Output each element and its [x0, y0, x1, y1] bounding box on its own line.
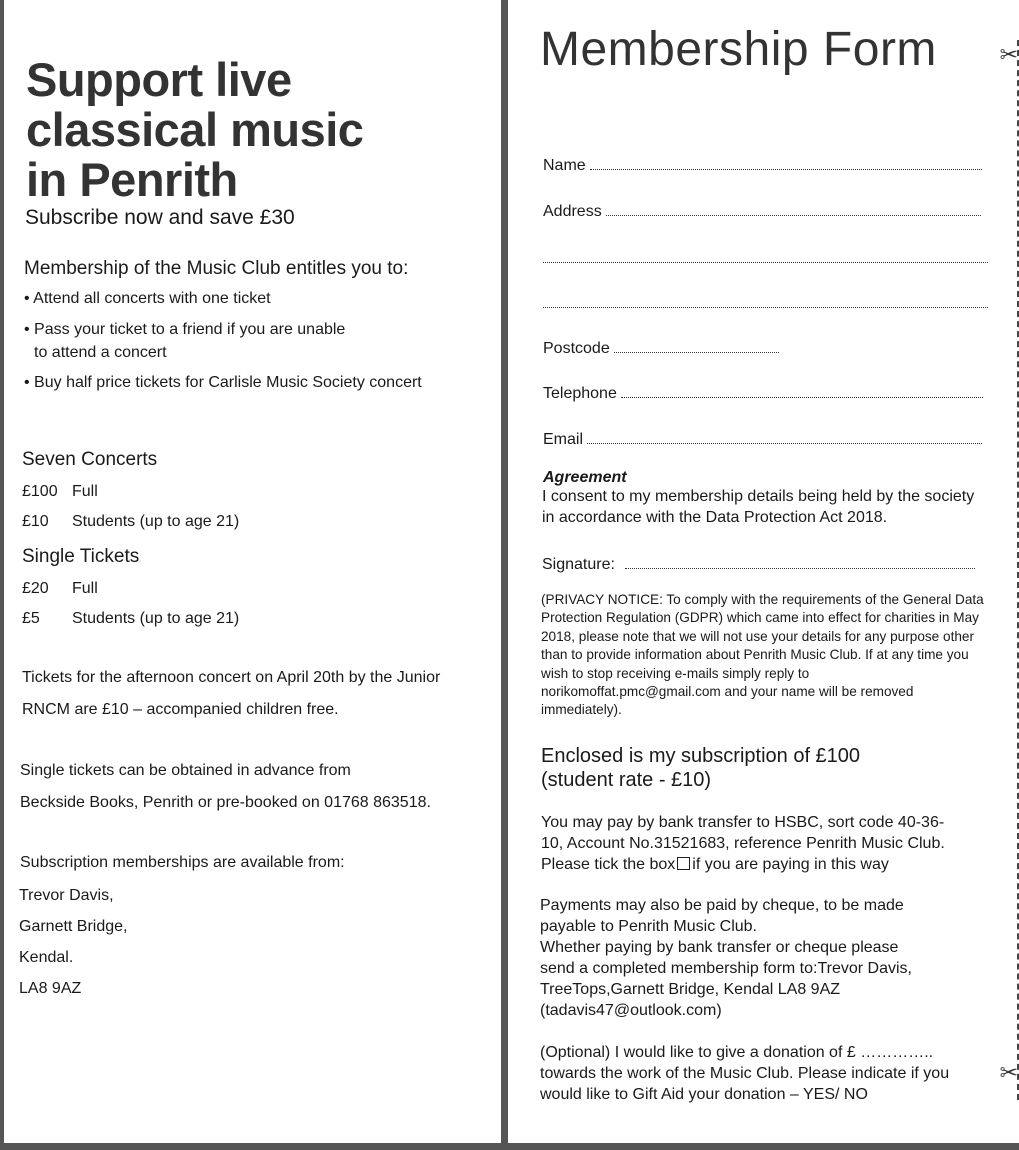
name-line[interactable] [590, 157, 982, 170]
seven-concerts-heading: Seven Concerts [22, 449, 158, 470]
benefit-item: • Attend all concerts with one ticket [24, 290, 271, 307]
privacy-notice: (PRIVACY NOTICE: To comply with the requirements of the General Data Protection Regulation (GDPR) which came into effect for charities in May 2018, please note that we will not use your details for any purpose other than to provide information about Penrith Music Club. If at any time you wish to stop receiving e-mails simply reply to norikomoffat.pmc@gmail.com and your name will be removed immediately). [541, 592, 984, 718]
address-line-3[interactable] [543, 295, 988, 313]
subtitle: Subscribe now and save £30 [25, 206, 295, 229]
single-info-line: Beckside Books, Penrith or pre-booked on 01768 863518. [20, 794, 431, 811]
postcode-line[interactable] [614, 340, 779, 353]
price-row: £10 Students (up to age 21) [22, 513, 240, 530]
price-row: £100 Full [22, 483, 98, 500]
postcode-field[interactable]: Postcode [543, 340, 779, 358]
email-line[interactable] [587, 431, 982, 444]
price-row: £20 Full [22, 580, 98, 597]
scissors-icon: ✂ [999, 42, 1018, 67]
headline: Support live classical music in Penrith [26, 53, 364, 206]
tick-box[interactable] [677, 857, 690, 870]
bank-transfer-text: You may pay by bank transfer to HSBC, sort code 40-36- 10, Account No.31521683, reference Penrith Music Club. Please tick the box if you are paying in this way [541, 814, 945, 873]
agreement-text: I consent to my membership details being held by the society in accordance with the Data Protection Act 2018. [542, 488, 975, 526]
left-panel [4, 0, 501, 1143]
form-title: Membership Form [540, 23, 937, 76]
address-line: Trevor Davis, [19, 887, 114, 904]
address-line: Garnett Bridge, [19, 918, 128, 935]
scissors-icon: ✂ [999, 1060, 1018, 1085]
address-line: LA8 9AZ [19, 980, 82, 997]
right-panel [508, 0, 1019, 1143]
cheque-text: Payments may also be paid by cheque, to be made payable to Penrith Music Club. Whether paying by bank transfer or cheque please send a completed membership form to:Trevor Davis, TreeTops,Garnett Bridge, Kendal LA8 9AZ (tadavis47@outlook.com) [540, 897, 912, 1019]
subscription-from: Subscription memberships are available from: [20, 854, 345, 871]
telephone-field[interactable]: Telephone [543, 385, 983, 403]
afternoon-line: RNCM are £10 – accompanied children free. [22, 701, 339, 718]
email-field[interactable]: Email [543, 431, 982, 449]
benefit-item: • Pass your ticket to a friend if you are unable [24, 321, 346, 338]
price-row: £5 Students (up to age 21) [22, 610, 240, 627]
signature-line[interactable] [625, 556, 975, 569]
benefit-item: • Buy half price tickets for Carlisle Music Society concert [24, 374, 422, 391]
donation-text: (Optional) I would like to give a donation of £ ………….. towards the work of the Music Club. Please indicate if you would like to Gift Aid your donation – YES/ NO [540, 1044, 950, 1103]
signature-field[interactable]: Signature: [542, 556, 975, 574]
address-field[interactable]: Address [543, 203, 981, 221]
single-tickets-heading: Single Tickets [22, 546, 140, 567]
benefits-title: Membership of the Music Club entitles you to: [24, 258, 409, 279]
enclosed-text: Enclosed is my subscription of £100 (student rate - £10) [541, 745, 861, 791]
cut-line [1015, 40, 1019, 1100]
afternoon-line: Tickets for the afternoon concert on April 20th by the Junior [22, 669, 441, 686]
telephone-line[interactable] [621, 385, 983, 398]
name-field[interactable]: Name [543, 157, 982, 175]
benefit-item: to attend a concert [34, 344, 167, 361]
agreement-heading: Agreement [543, 469, 627, 486]
address-line: Kendal. [19, 949, 74, 966]
address-line-1[interactable] [606, 203, 981, 216]
address-line-2[interactable] [543, 250, 988, 268]
single-info-line: Single tickets can be obtained in advance from [20, 762, 351, 779]
